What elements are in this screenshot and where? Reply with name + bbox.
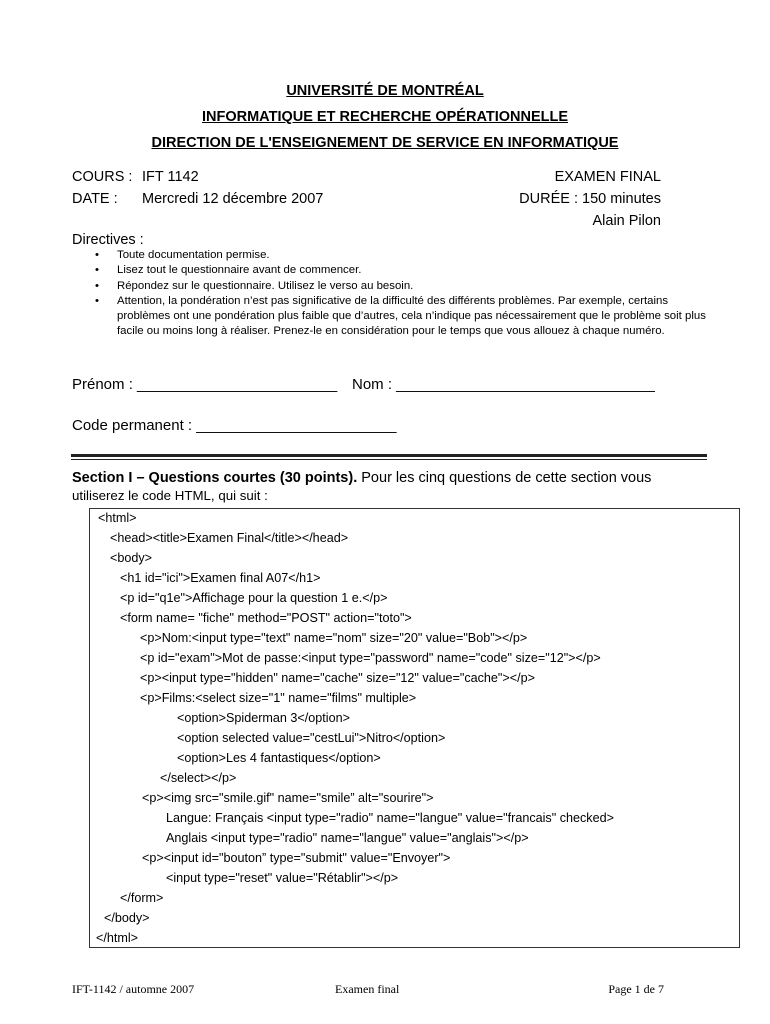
section-divider [71, 454, 707, 457]
list-item [95, 263, 710, 278]
footer-title: Examen final [335, 982, 400, 996]
directive-text: Répondez sur le questionnaire. Utilisez le verso au besoin. [117, 279, 414, 292]
course-value: IFT 1142 [142, 169, 199, 185]
bullet-icon: • [95, 294, 99, 307]
code-line: <head><title>Examen Final</title></head> [110, 531, 349, 545]
section-intro: Pour les cinq questions de cette section vous [357, 470, 652, 486]
section-title: Section I – Questions courtes (30 points). [72, 470, 358, 486]
code-line: </html> [96, 931, 138, 945]
list-item [95, 279, 710, 294]
directive-text: Toute documentation permise. [117, 249, 270, 261]
department-heading: INFORMATIQUE ET RECHERCHE OPÉRATIONNELLE [202, 109, 568, 125]
list-item [95, 248, 710, 263]
code-line: <body> [110, 551, 153, 565]
code-line: <p>Nom:<input type="text" name="nom" size="20" value="Bob"></p> [140, 631, 528, 645]
code-line: <p><img src="smile.gif" name="smile” alt="sourire"> [142, 791, 434, 805]
teacher-name: Alain Pilon [592, 213, 661, 229]
list-item [95, 294, 710, 340]
code-line: </select></p> [160, 771, 237, 785]
code-line: <p><input type="hidden" name="cache" size="12" value="cache"></p> [140, 671, 535, 685]
section-heading [72, 470, 651, 486]
code-line: <option selected value="cestLui">Nitro</option> [177, 731, 446, 745]
code-line: </form> [120, 891, 164, 905]
direction-heading: DIRECTION DE L'ENSEIGNEMENT DE SERVICE EN INFORMATIQUE [151, 135, 619, 151]
directives-title: Directives : [72, 232, 144, 248]
code-line: <option>Spiderman 3</option> [177, 711, 350, 725]
code-line: <p id="q1e">Affichage pour la question 1 e.</p> [120, 591, 388, 605]
code-permanent-field[interactable]: Code permanent : ________________________ [72, 417, 397, 434]
directive-text: Attention, la pondération n’est pas significative de la difficulté des différents problèmes. Par exemple, certains problèmes ont une pondération plus faible que d’autres, cela n’indique pas nécessairement que le problème soit plus facile ou moins long à réaliser. Prenez-le en considération pour le temps que vous allouez à chaque numéro. [117, 294, 706, 338]
code-line: <input type="reset" value="Rétablir"></p> [166, 871, 399, 885]
directive-text: Lisez tout le questionnaire avant de commencer. [117, 264, 362, 277]
course-label: COURS : [72, 169, 133, 185]
code-line: Langue: Français <input type="radio" name="langue" value="francais" checked> [166, 811, 614, 825]
date-label: DATE : [72, 191, 118, 207]
section-divider-thin [71, 459, 707, 460]
code-line: <h1 id="ici">Examen final A07</h1> [120, 571, 321, 585]
code-line: <form name= "fiche" method="POST" action="toto"> [120, 611, 412, 625]
directives-list [95, 248, 710, 340]
code-line: <html> [98, 511, 137, 525]
bullet-icon: • [95, 279, 99, 292]
bullet-icon: • [95, 264, 99, 277]
code-line: <option>Les 4 fantastiques</option> [177, 751, 381, 765]
university-heading: UNIVERSITÉ DE MONTRÉAL [286, 83, 484, 99]
code-line: Anglais <input type="radio" name="langue" value="anglais"></p> [166, 831, 529, 845]
footer-course: IFT-1142 / automne 2007 [72, 982, 195, 996]
code-line: <p>Films:<select size="1" name="films" multiple> [140, 691, 417, 705]
footer-page: Page 1 de 7 [608, 982, 664, 996]
exam-type: EXAMEN FINAL [554, 169, 661, 185]
code-line: <p><input id="bouton” type="submit" value="Envoyer"> [142, 851, 451, 865]
date-value: Mercredi 12 décembre 2007 [142, 191, 324, 207]
code-line: </body> [104, 911, 150, 925]
code-line: <p id="exam">Mot de passe:<input type="password" name="code" size="12"></p> [140, 651, 601, 665]
section-intro-line2: utiliserez le code HTML, qui suit : [72, 488, 268, 503]
bullet-icon: • [95, 249, 99, 261]
nom-field[interactable]: Nom : _______________________________ [352, 376, 655, 393]
exam-duration: DURÉE : 150 minutes [519, 191, 661, 207]
prenom-field[interactable]: Prénom : ________________________ [72, 376, 338, 393]
